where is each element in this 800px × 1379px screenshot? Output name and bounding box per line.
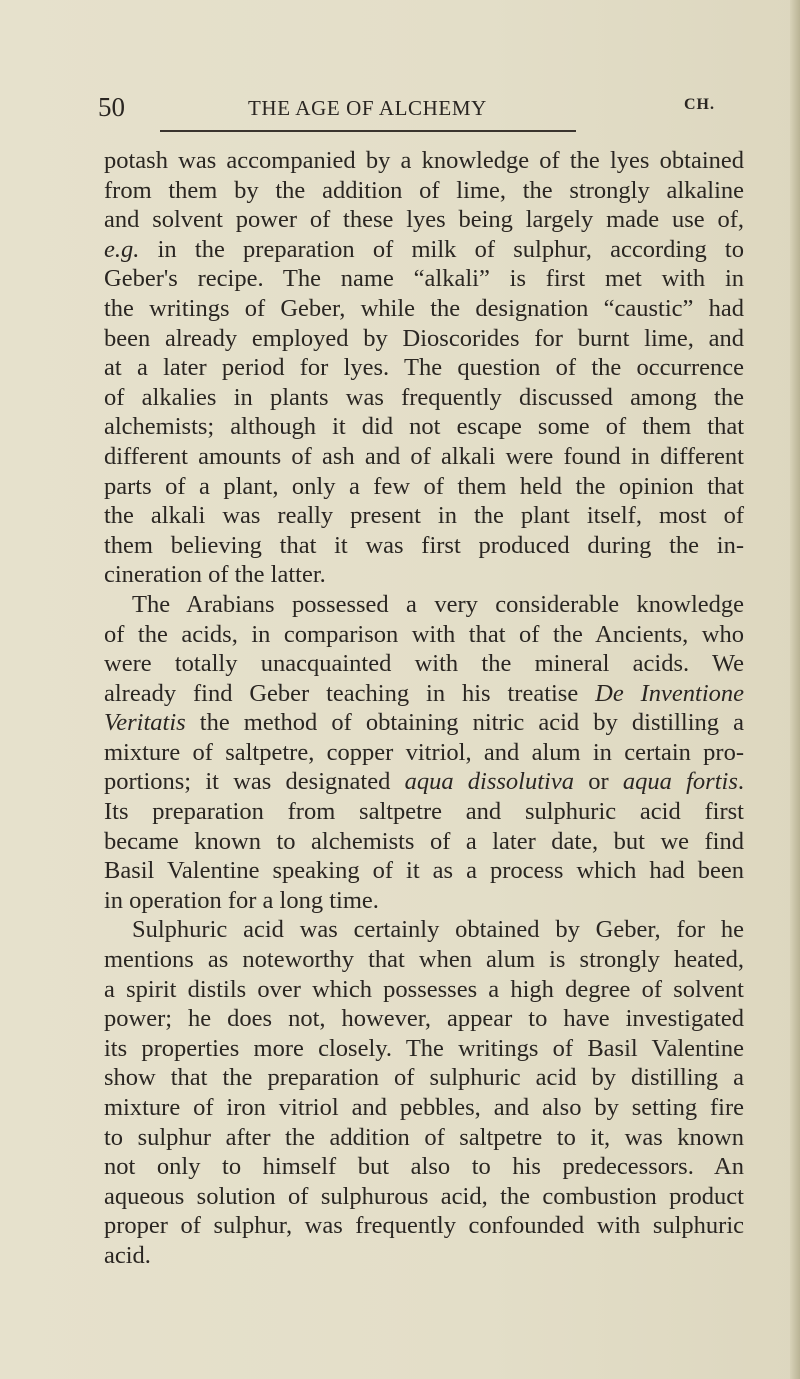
text-line: mentions as noteworthy that when alum is strongly heated,	[104, 946, 744, 974]
text-line: and solvent power of these lyes being largely made use of,	[104, 206, 744, 234]
text-line: the writings of Geber, while the designation “caustic” had	[104, 294, 744, 322]
text-line: show that the preparation of sulphuric acid by distilling a	[104, 1064, 744, 1092]
text-line: proper of sulphur, was frequently confounded with sulphuric	[104, 1212, 744, 1240]
text-line: already find Geber teaching in his treatise De Inventione	[104, 679, 744, 707]
header-rule	[160, 130, 576, 132]
text-line: of alkalies in plants was frequently discussed among the	[104, 383, 744, 411]
text-line: mixture of saltpetre, copper vitriol, and alum in certain pro-	[104, 738, 744, 766]
text-line: to sulphur after the addition of saltpetre to it, was known	[104, 1123, 744, 1151]
text-line: the alkali was really present in the plant itself, most of	[104, 502, 744, 530]
text-line: became known to alchemists of a later date, but we find	[104, 827, 744, 855]
text-line: a spirit distils over which possesses a high degree of solvent	[104, 975, 744, 1003]
text-line: different amounts of ash and of alkali were found in different	[104, 442, 744, 470]
paragraph	[104, 590, 744, 916]
text-line: them believing that it was first produced during the in-	[104, 531, 744, 559]
text-line: its properties more closely. The writings of Basil Valentine	[104, 1034, 744, 1062]
text-line: acid.	[104, 1241, 151, 1269]
text-line: portions; it was designated aqua dissolutiva or aqua fortis.	[104, 768, 744, 796]
text-line: aqueous solution of sulphurous acid, the combustion product	[104, 1182, 744, 1210]
text-line: at a later period for lyes. The question of the occurrence	[104, 354, 744, 382]
text-line: Its preparation from saltpetre and sulphuric acid first	[104, 798, 744, 826]
running-title: THE AGE OF ALCHEMY	[248, 96, 487, 120]
text-line: from them by the addition of lime, the strongly alkaline	[104, 176, 744, 204]
text-line: Geber's recipe. The name “alkali” is first met with in	[104, 265, 744, 293]
text-line: of the acids, in comparison with that of the Ancients, who	[104, 620, 744, 648]
text-line: in operation for a long time.	[104, 886, 379, 914]
text-line: e.g. in the preparation of milk of sulphur, according to	[104, 235, 744, 263]
text-line: not only to himself but also to his predecessors. An	[104, 1153, 744, 1181]
text-line: mixture of iron vitriol and pebbles, and also by setting fire	[104, 1094, 744, 1121]
text-line: alchemists; although it did not escape some of them that	[104, 413, 744, 441]
paragraph	[104, 915, 744, 1270]
page-number: 50	[98, 92, 125, 122]
chapter-mark: CH.	[684, 96, 715, 113]
text-line: Basil Valentine speaking of it as a process which had been	[104, 857, 744, 885]
text-line: were totally unacquainted with the mineral acids. We	[104, 650, 744, 678]
text-line: Veritatis the method of obtaining nitric acid by distilling a	[104, 709, 744, 737]
text-line: cineration of the latter.	[104, 561, 326, 589]
text-line: been already employed by Dioscorides for burnt lime, and	[104, 324, 744, 352]
text-line: Sulphuric acid was certainly obtained by Geber, for he	[132, 916, 744, 944]
paragraph	[104, 146, 744, 590]
page-header	[98, 92, 718, 128]
body-text	[104, 146, 744, 1271]
text-line: power; he does not, however, appear to have investigated	[104, 1005, 744, 1033]
page-edge	[790, 0, 800, 1379]
text-line: potash was accompanied by a knowledge of the lyes obtained	[104, 147, 744, 174]
text-line: parts of a plant, only a few of them held the opinion that	[104, 472, 744, 500]
text-line: The Arabians possessed a very considerable knowledge	[132, 590, 744, 618]
